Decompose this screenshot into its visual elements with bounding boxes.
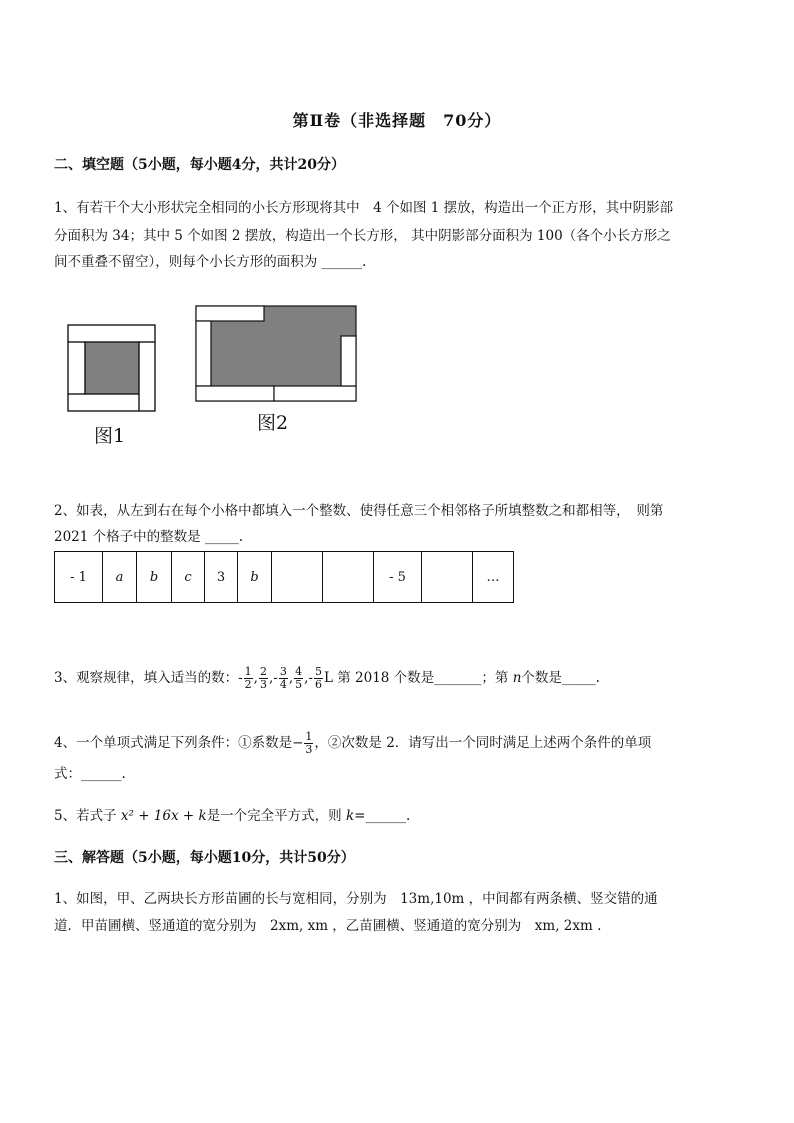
section2-heading: 二、填空题（5小题，每小题4分，共计20分） [54, 157, 345, 173]
table-cell [422, 552, 473, 603]
q4-prefix: 4、一个单项式满足下列条件：①系数是− [54, 735, 304, 751]
q2-line2: 2021 个格子中的整数是 _____. [54, 529, 243, 545]
q3-fraction: $\frac{1}{2}$ [244, 665, 252, 691]
q3-mid: 第 2018 个数是_______；第 [332, 670, 513, 686]
q3-fraction: $\frac{4}{5}$ [295, 665, 303, 691]
q1-line1: 1、有若干个大小形状完全相同的小长方形现将其中 4 个如图 1 摆放，构造出一个正方形，其中阴影部 [54, 200, 674, 216]
q3-fraction: $\frac{2}{3}$ [259, 665, 267, 691]
q3-sign: ,- [304, 670, 313, 686]
figure-2 [190, 300, 365, 440]
table-cell: 3 [205, 552, 238, 603]
page-title: 第Ⅱ卷（非选择题 70分） [292, 111, 502, 130]
q2-line1: 2、如表，从左到右在每个小格中都填入一个整数、使得任意三个相邻格子所填整数之和都相等， 则第 [54, 503, 664, 519]
q5-expression: x² + 16x + k [120, 808, 207, 824]
q2-number-table [54, 551, 514, 603]
s3-q1-line2: 道．甲苗圃横、竖通道的宽分别为 2xm, xm ，乙苗圃横、竖通道的宽分别为 xm, 2xm . [54, 918, 602, 934]
q3-fraction: $\frac{5}{6}$ [314, 665, 322, 691]
q4-line1 [54, 731, 651, 756]
q3-sign: , [288, 670, 294, 686]
table-cell: a [103, 552, 137, 603]
table-cell: c [172, 552, 205, 603]
q3-sign: , [253, 670, 258, 686]
fig2-label: 图2 [257, 412, 289, 434]
table-cell [323, 552, 374, 603]
q5-suffix: =______. [354, 808, 411, 824]
fig1-label: 图1 [94, 425, 126, 447]
fig1-shaded-square [85, 342, 139, 394]
table-cell: - 1 [55, 552, 103, 603]
table-cell: … [473, 552, 514, 603]
q5-k: k [345, 808, 355, 824]
q3-sign: ,- [268, 670, 278, 686]
q5-line [54, 807, 410, 825]
q1-line3: 间不重叠不留空），则每个小长方形的面积为 ______. [54, 254, 367, 270]
q5-mid: 是一个完全平方式，则 [206, 808, 346, 824]
q3-sign: - [238, 670, 243, 686]
section3-heading: 三、解答题（5小题，每小题10分，共计50分） [54, 850, 355, 866]
table-cell: b [137, 552, 172, 603]
s3-q1-line1: 1、如图，甲、乙两块长方形苗圃的长与宽相同，分别为 13m,10m ，中间都有两条横、竖交错的通 [54, 891, 658, 907]
table-cell: - 5 [374, 552, 422, 603]
q3-prefix: 3、观察规律，填入适当的数： [54, 670, 239, 686]
q5-prefix: 5、若式子 [54, 808, 121, 824]
q3-n: n [512, 670, 522, 686]
q3-suffix: 个数是_____. [521, 670, 600, 686]
q4-suffix: ，②次数是 2．请写出一个同时满足上述两个条件的单项 [314, 735, 652, 751]
q1-line2: 分面积为 34；其中 5 个如图 2 摆放，构造出一个长方形， 其中阴影部分面积为 100（各个小长方形之 [54, 228, 671, 244]
q4-line2: 式：______. [54, 766, 126, 782]
q3-ellipsis: L [323, 670, 333, 686]
q3-line [54, 666, 600, 691]
q3-fraction: $\frac{3}{4}$ [279, 665, 287, 691]
table-cell: b [238, 552, 272, 603]
q4-fraction: $\frac{1}{3}$ [305, 730, 313, 756]
figure-1 [60, 318, 170, 453]
table-cell [272, 552, 323, 603]
